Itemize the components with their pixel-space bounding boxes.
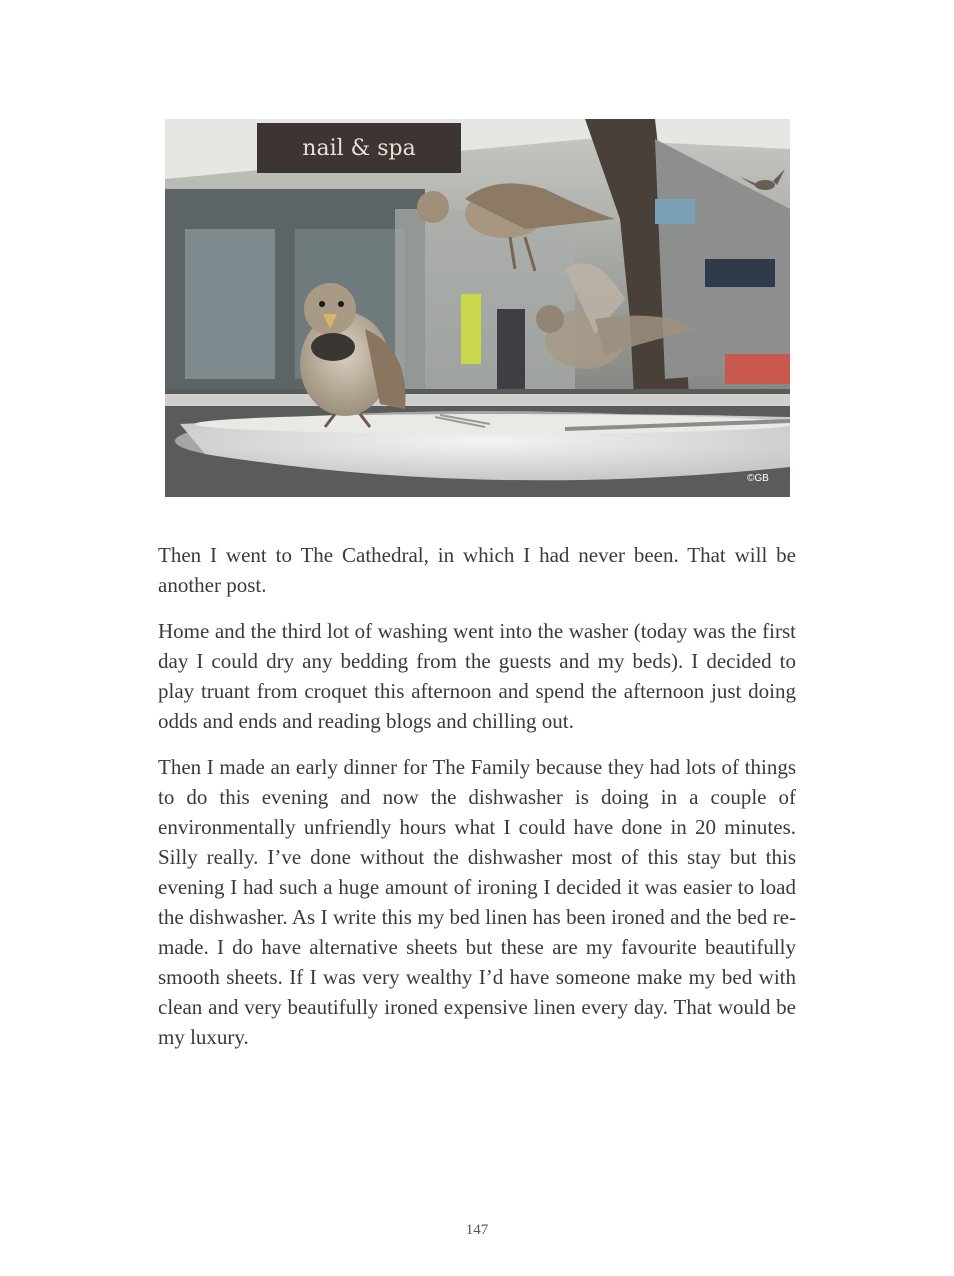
body-text (158, 540, 796, 1068)
nail-spa-sign (257, 123, 461, 173)
sparrow-photo (165, 119, 790, 497)
page-number: 147 (465, 1222, 489, 1238)
paragraph: Then I made an early dinner for The Family because they had lots of things to do this evening and now the dishwasher is doing in a couple of environmentally unfriendly hours what I could have done in 20 minutes. Silly really. I’ve done without the dishwasher most of this stay but this evening I had such a huge amount of ironing I decided it was easier to load the dishwasher. As I write this my bed linen has been ironed and the bed re-made. I do have alternative sheets but these are my favourite beautifully smooth sheets. If I was very wealthy I’d have someone make my bed with clean and very beautifully ironed expensive linen every day. That would be my luxury. (158, 755, 796, 1049)
sign-text: nail & spa (302, 136, 416, 161)
copyright-mark: ©GB (747, 473, 769, 484)
paragraph: Then I went to The Cathedral, in which I had never been. That will be another post. (158, 543, 796, 597)
paragraph: Home and the third lot of washing went into the washer (today was the first day I could dry any bedding from the guests and my beds). I decided to play truant from croquet this afternoon and spend the afternoon just doing odds and ends and reading blogs and chilling out. (158, 619, 796, 733)
